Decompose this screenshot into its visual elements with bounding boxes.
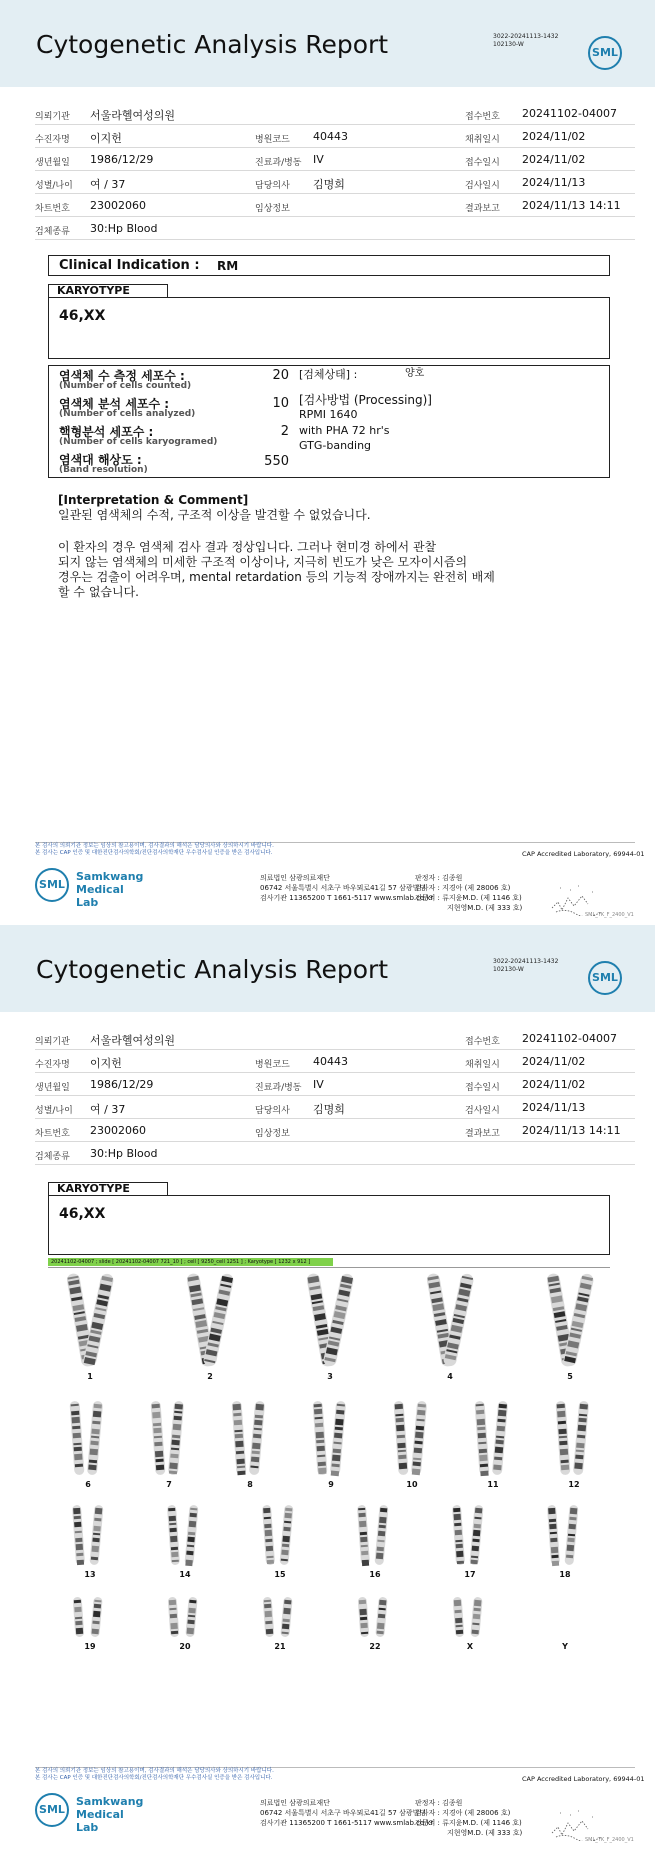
- chromosome-label: 10: [406, 1480, 418, 1489]
- signatories: 판정자 : 김종원 검사자 : 지경아 (제 28006 호) 전문의 : 류지윤M.D. (제 1146 호) 지현영M.D. (제 333 호): [415, 1799, 523, 1837]
- chromosome-pair-19: [60, 1594, 120, 1640]
- info-row: 검체종류 30:Hp Blood: [35, 1142, 635, 1165]
- chromosome-label: 2: [207, 1372, 213, 1381]
- signature-scribble: [548, 880, 618, 916]
- clinical-indication-value: RM: [217, 259, 239, 273]
- karyogram-image: [48, 1270, 618, 1695]
- band-resolution: 550: [264, 454, 289, 469]
- chromosome-label: 19: [84, 1642, 96, 1651]
- chromosome-label: 6: [85, 1480, 91, 1489]
- lab-address: 의료법인 삼광의료재단 06742 서울특별시 서초구 바우뫼로41길 57 삼광빌딩 검사기관 11365200 T 1661-5117 www.smlab.co.kr: [260, 1799, 434, 1827]
- cells-counted: 20: [272, 368, 289, 383]
- report-header: [0, 0, 655, 87]
- sml-logo: SML: [588, 961, 622, 995]
- karyotype-box: [48, 297, 610, 359]
- chromosome-pair-1: [60, 1270, 120, 1370]
- interpretation-line: 일관된 염색체의 수적, 구조적 이상을 발견할 수 없었습니다.: [58, 508, 371, 522]
- info-row: 의뢰기관 서울라헬여성의원 접수번호 20241102-04007: [35, 102, 635, 125]
- karyotype-tag: KARYOTYPE: [48, 284, 168, 297]
- chromosome-pair-4: [420, 1270, 480, 1370]
- chromosome-label: 20: [179, 1642, 191, 1651]
- info-row: 차트번호 23002060 임상정보 결과보고 2024/11/13 14:11: [35, 1119, 635, 1142]
- chromosome-label: 3: [327, 1372, 333, 1381]
- chromosome-label: 9: [328, 1480, 334, 1489]
- accession-value: 20241102-04007: [522, 107, 617, 120]
- chromosome-label: 1: [87, 1372, 93, 1381]
- footer-note: 본 검사의 의뢰기관 정보는 임상의 참고용이며, 검사결과의 해석은 담당의사와 상의하시기 바랍니다. 본 검사는 CAP 인증 및 대한진단검사의학회/진단검사의학재단 우수검사실 인증을 받은 검사입니다.: [35, 1768, 274, 1781]
- chromosome-pair-7: [139, 1398, 199, 1478]
- info-row: 의뢰기관 서울라헬여성의원 접수번호 20241102-04007: [35, 1027, 635, 1050]
- karyotype-value: 46,XX: [59, 308, 106, 324]
- chromosome-pair-22: [345, 1594, 405, 1640]
- info-row: 생년월일 1986/12/29 진료과/병동 IV 접수일시 2024/11/02: [35, 1073, 635, 1096]
- document-id: 3022-20241113-1432 102130-W: [493, 33, 559, 48]
- interpretation-line: 할 수 없습니다.: [58, 585, 139, 599]
- samkwang-logo: SML Samkwang Medical Lab: [35, 1791, 140, 1829]
- chromosome-label: X: [466, 1642, 474, 1651]
- chromosome-pair-16: [345, 1502, 405, 1568]
- cap-accreditation: CAP Accredited Laboratory, 69944-01: [522, 1775, 645, 1783]
- info-row: 성별/나이 여 / 37 담당의사 김명희 검사일시 2024/11/13: [35, 171, 635, 194]
- chromosome-label: 5: [567, 1372, 573, 1381]
- report-title: Cytogenetic Analysis Report: [36, 955, 389, 984]
- chromosome-pair-14: [155, 1502, 215, 1568]
- karyotype-tag: KARYOTYPE: [48, 1182, 168, 1195]
- samkwang-logo: SML Samkwang Medical Lab: [35, 866, 140, 904]
- chromosome-pair-5: [540, 1270, 600, 1370]
- chromosome-label: 4: [447, 1372, 453, 1381]
- chromosome-pair-2: [180, 1270, 240, 1370]
- patient-info-table: [35, 1027, 635, 1165]
- chromosome-label: 15: [274, 1570, 286, 1579]
- interpretation-heading: [Interpretation & Comment]: [58, 493, 249, 507]
- chromosome-label: 21: [274, 1642, 286, 1651]
- chromosome-label: Y: [562, 1642, 568, 1651]
- chromosome-label: 22: [369, 1642, 381, 1651]
- chromosome-label: 8: [247, 1480, 253, 1489]
- lab-address: 의료법인 삼광의료재단 06742 서울특별시 서초구 바우뫼로41길 57 삼광빌딩 검사기관 11365200 T 1661-5117 www.smlab.co.kr: [260, 874, 434, 902]
- info-row: 수진자명 이지헌 병원코드 40443 채취일시 2024/11/02: [35, 125, 635, 148]
- patient-name: 이지헌: [90, 132, 122, 145]
- signature-scribble: [548, 1805, 618, 1841]
- chromosome-pair-y: [535, 1594, 595, 1640]
- interpretation-line: 경우는 검출이 어려우며, mental retardation 등의 기능적 장애까지는 완전히 배제: [58, 570, 495, 584]
- chromosome-label: 11: [487, 1480, 499, 1489]
- interpretation-line: 되지 않는 염색체의 미세한 구조적 이상이나, 지극히 빈도가 낮은 모자이시즘의: [58, 555, 468, 569]
- chromosome-pair-11: [463, 1398, 523, 1478]
- info-row: 성별/나이 여 / 37 담당의사 김명희 검사일시 2024/11/13: [35, 1096, 635, 1119]
- chromosome-label: 14: [179, 1570, 191, 1579]
- karyotype-box: [48, 1195, 610, 1255]
- signatories: 판정자 : 김종원 검사자 : 지경아 (제 28006 호) 전문의 : 류지윤M.D. (제 1146 호) 지현영M.D. (제 333 호): [415, 874, 523, 912]
- chromosome-label: 16: [369, 1570, 381, 1579]
- chromosome-pair-9: [301, 1398, 361, 1478]
- info-row: 수진자명 이지헌 병원코드 40443 채취일시 2024/11/02: [35, 1050, 635, 1073]
- chromosome-pair-20: [155, 1594, 215, 1640]
- cap-accreditation: CAP Accredited Laboratory, 69944-01: [522, 850, 645, 858]
- cell-stats-box: 염색체 수 측정 세포수 : (Number of cells counted) 20 염색체 분석 세포수 : (Number of cells analyzed) 10 핵형분석 세포수 : (Number of cells karyogramed) 2 염색대 해상도 : (Band resolution) 550 [검체상태] : 양호 [검사방법 (Processing)] RPMI 1640 with PHA 72 hr's GTG-banding: [48, 365, 610, 478]
- info-row: 생년월일 1986/12/29 진료과/병동 IV 접수일시 2024/11/02: [35, 148, 635, 171]
- karyotype-value: 46,XX: [59, 1206, 106, 1222]
- cells-analyzed: 10: [272, 396, 289, 411]
- clinical-indication-box: Clinical Indication : RM: [48, 255, 610, 276]
- patient-info-table: [35, 102, 635, 240]
- chromosome-pair-15: [250, 1502, 310, 1568]
- chromosome-pair-18: [535, 1502, 595, 1568]
- document-id: 3022-20241113-1432 102130-W: [493, 958, 559, 973]
- chromosome-label: 7: [166, 1480, 172, 1489]
- report-page-2: [0, 925, 655, 1850]
- form-code: SML_TK_F_2400_V1: [585, 912, 634, 918]
- chromosome-pair-3: [300, 1270, 360, 1370]
- chromosome-pair-x: [440, 1594, 500, 1640]
- sml-logo: SML: [588, 36, 622, 70]
- karyogram-divider: [48, 1267, 610, 1268]
- report-header: [0, 925, 655, 1012]
- chromosome-pair-21: [250, 1594, 310, 1640]
- chromosome-label: 13: [84, 1570, 96, 1579]
- chromosome-pair-17: [440, 1502, 500, 1568]
- chromosome-label: 12: [568, 1480, 580, 1489]
- info-row: 차트번호 23002060 임상정보 결과보고 2024/11/13 14:11: [35, 194, 635, 217]
- report-title: Cytogenetic Analysis Report: [36, 30, 389, 59]
- info-row: 검체종류 30:Hp Blood: [35, 217, 635, 240]
- chromosome-pair-8: [220, 1398, 280, 1478]
- form-code: SML_TK_F_2400_V1: [585, 1837, 634, 1843]
- footer-note: 본 검사의 의뢰기관 정보는 임상의 참고용이며, 검사결과의 해석은 담당의사와 상의하시기 바랍니다. 본 검사는 CAP 인증 및 대한진단검사의학회/진단검사의학재단 우수검사실 인증을 받은 검사입니다.: [35, 843, 274, 856]
- specimen-state: 양호: [405, 368, 425, 379]
- institution-value: 서울라헬여성의원: [90, 109, 176, 122]
- chromosome-pair-12: [544, 1398, 604, 1478]
- karyogram-info-bar: 20241102-04007 ; slide [ 20241102-04007 721_10 ] ; cell [ 9250_cell 1251 ] ; Karyotype [ 1232 x 912 ]: [48, 1258, 333, 1266]
- interpretation-line: 이 환자의 경우 염색체 검사 결과 정상입니다. 그러나 현미경 하에서 관찰: [58, 540, 437, 554]
- chromosome-pair-13: [60, 1502, 120, 1568]
- chromosome-label: 18: [559, 1570, 571, 1579]
- chromosome-pair-10: [382, 1398, 442, 1478]
- chromosome-label: 17: [464, 1570, 476, 1579]
- chromosome-pair-6: [58, 1398, 118, 1478]
- cells-karyogramed: 2: [280, 424, 289, 439]
